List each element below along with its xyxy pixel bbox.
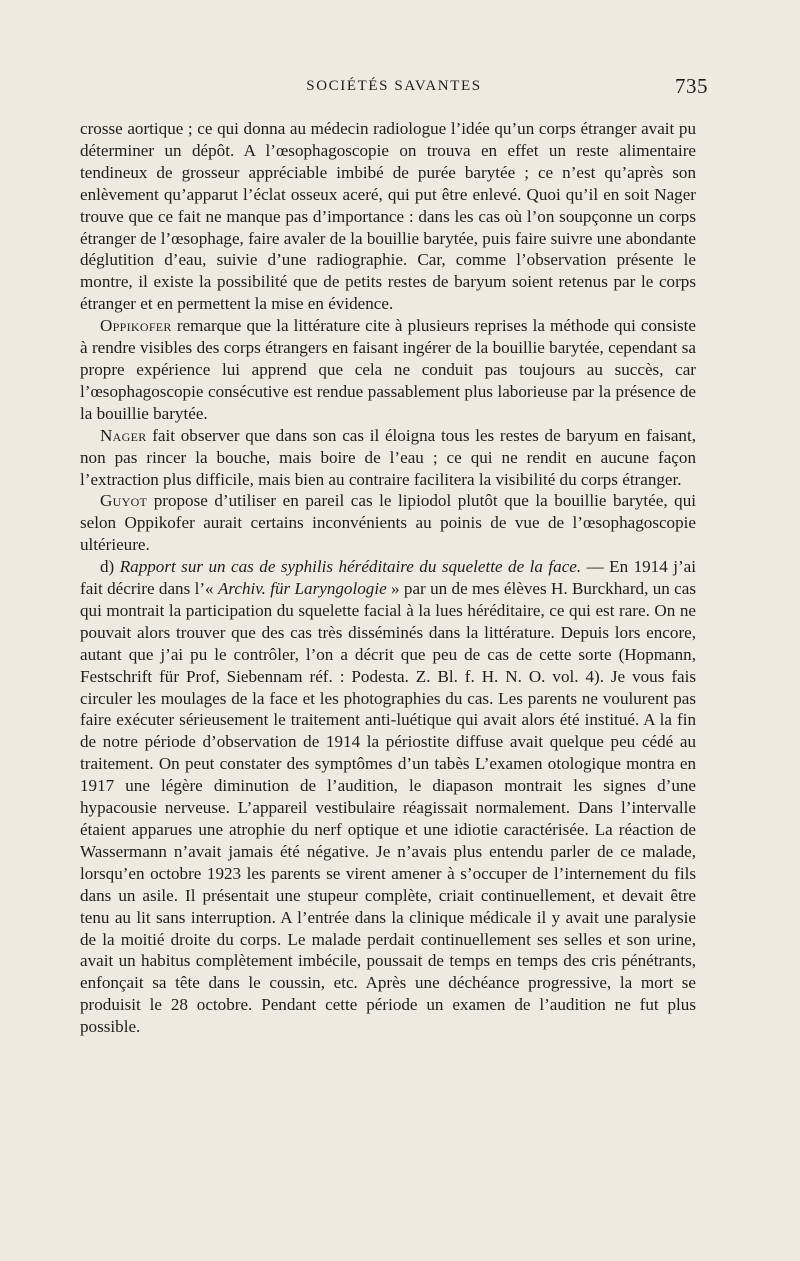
paragraph-4-text: propose d’utiliser en pareil cas le lipiodol plutôt que la bouillie barytée, qui selon Oppikofer aurait certains inconvénients au poinis de vue de l’œsophagoscopie ultérieure. (80, 491, 696, 555)
speaker-name: Oppikofer (100, 316, 172, 336)
paragraph-5-text-b: » par un de mes élèves H. Burckhard, un cas qui montrait la participation du squelette facial à la lues héréditaire, ce qui est rare. On ne pouvait alors trouver que des cas très disséminés dans la littérature. Depuis lors encore, autant que j’ai pu le contrôler, l’on a décrit que peu de cas de cette sorte (Hopmann, Festschrift für Prof, Siebennam réf. : Podesta. Z. Bl. f. H. N. O. vol. 4). Je vous fais circuler les moulages de la face et les photographies du cas. Les parents ne voulurent pas faire exécuter sérieusement le traitement anti-luétique qui avait alors été institué. A la fin de notre période d’observation de 1914 la périostite diffuse avait quelque peu cédé au traitement. On peut constater des symptômes d’un tabès L’examen otologique montra en 1917 une légère diminution de l’audition, le diapason montrait les signes d’une hypacousie nerveuse. L’appareil vestibulaire réagissait normalement. Dans l’intervalle étaient apparues une atrophie du nerf optique et une idiotie caractérisée. La réaction de Wassermann n’avait jamais été négative. Je n’avais plus entendu parler de ce malade, lorsqu’en octobre 1923 les parents se virent amener à s’occuper de l’internement du fils dans un asile. Il présentait une stupeur complète, criait continuellement, et devait être tenu au lit sans interruption. A l’entrée dans la clinique médicale il y avait une paralysie de la moitié droite du corps. Le malade perdait continuellement ses selles et son urine, avait un habitus complètement imbécile, poussait de temps en temps des cris pénétrants, enfonçait sa tête dans le coussin, etc. Après une déchéance progressive, la mort se produisit le 28 octobre. Pendant cette période un examen de l’audition ne fut plus possible. (80, 579, 696, 1037)
paragraph-3 (80, 425, 696, 491)
journal-title: Archiv. für Laryngologie (217, 579, 387, 599)
paragraph-1 (80, 118, 696, 315)
paragraph-5-text-a: — En 1914 j’ai fait décrire dans l’« (80, 557, 696, 599)
speaker-name: Guyot (100, 491, 148, 511)
paragraph-3-text: fait observer que dans son cas il éloigna tous les restes de baryum en faisant, non pas rincer la bouche, mais boire de l’eau ; ce qui ne rendit en aucune façon l’extraction plus difficile, mais bien au contraire facilitera la visibilité du corps étranger. (80, 425, 696, 489)
paragraph-4 (80, 490, 696, 556)
page-header (80, 72, 708, 102)
paragraph-2-text: remarque que la littérature cite à plusieurs reprises la méthode qui consiste à rendre visibles des corps étrangers en faisant ingérer de la bouillie barytée, cependant sa propre expérience lui apprend que cela ne conduit pas toujours au succès, car l’œsophagoscopie consécutive est rendue passablement plus laborieuse par la présence de la bouillie barytée. (80, 316, 696, 423)
speaker-name: Nager (100, 425, 147, 445)
section-title: Rapport sur un cas de syphilis héréditaire du squelette de la face. (119, 557, 582, 577)
section-label: d) (100, 557, 120, 577)
page-number: 735 (675, 74, 708, 98)
paragraph-5 (80, 556, 696, 1038)
running-title: SOCIÉTÉS SAVANTES (306, 78, 482, 94)
paragraph-2 (80, 315, 696, 425)
body-text (80, 118, 696, 1038)
paragraph-1-text: crosse aortique ; ce qui donna au médecin radiologue l’idée qu’un corps étranger avait pu déterminer un dépôt. A l’œsophagoscopie on trouva en effet un reste alimentaire tendineux de grosseur appréciable imbibé de purée barytée ; ce n’est qu’après son enlèvement qu’apparut l’éclat osseux aceré, qui put être enlevé. Quoi qu’il en soit Nager trouve que ce fait ne manque pas d’importance : dans les cas où l’on soupçonne un corps étranger de l’œsophage, faire avaler de la bouillie barytée, puis faire suivre une abondante déglutition d’eau, suivie d’une radiographie. Car, comme l’observation présente le montre, il existe la possibilité que de petits restes de baryum soient retenus par le corps étranger et en permettent la mise en évidence. (80, 119, 696, 314)
